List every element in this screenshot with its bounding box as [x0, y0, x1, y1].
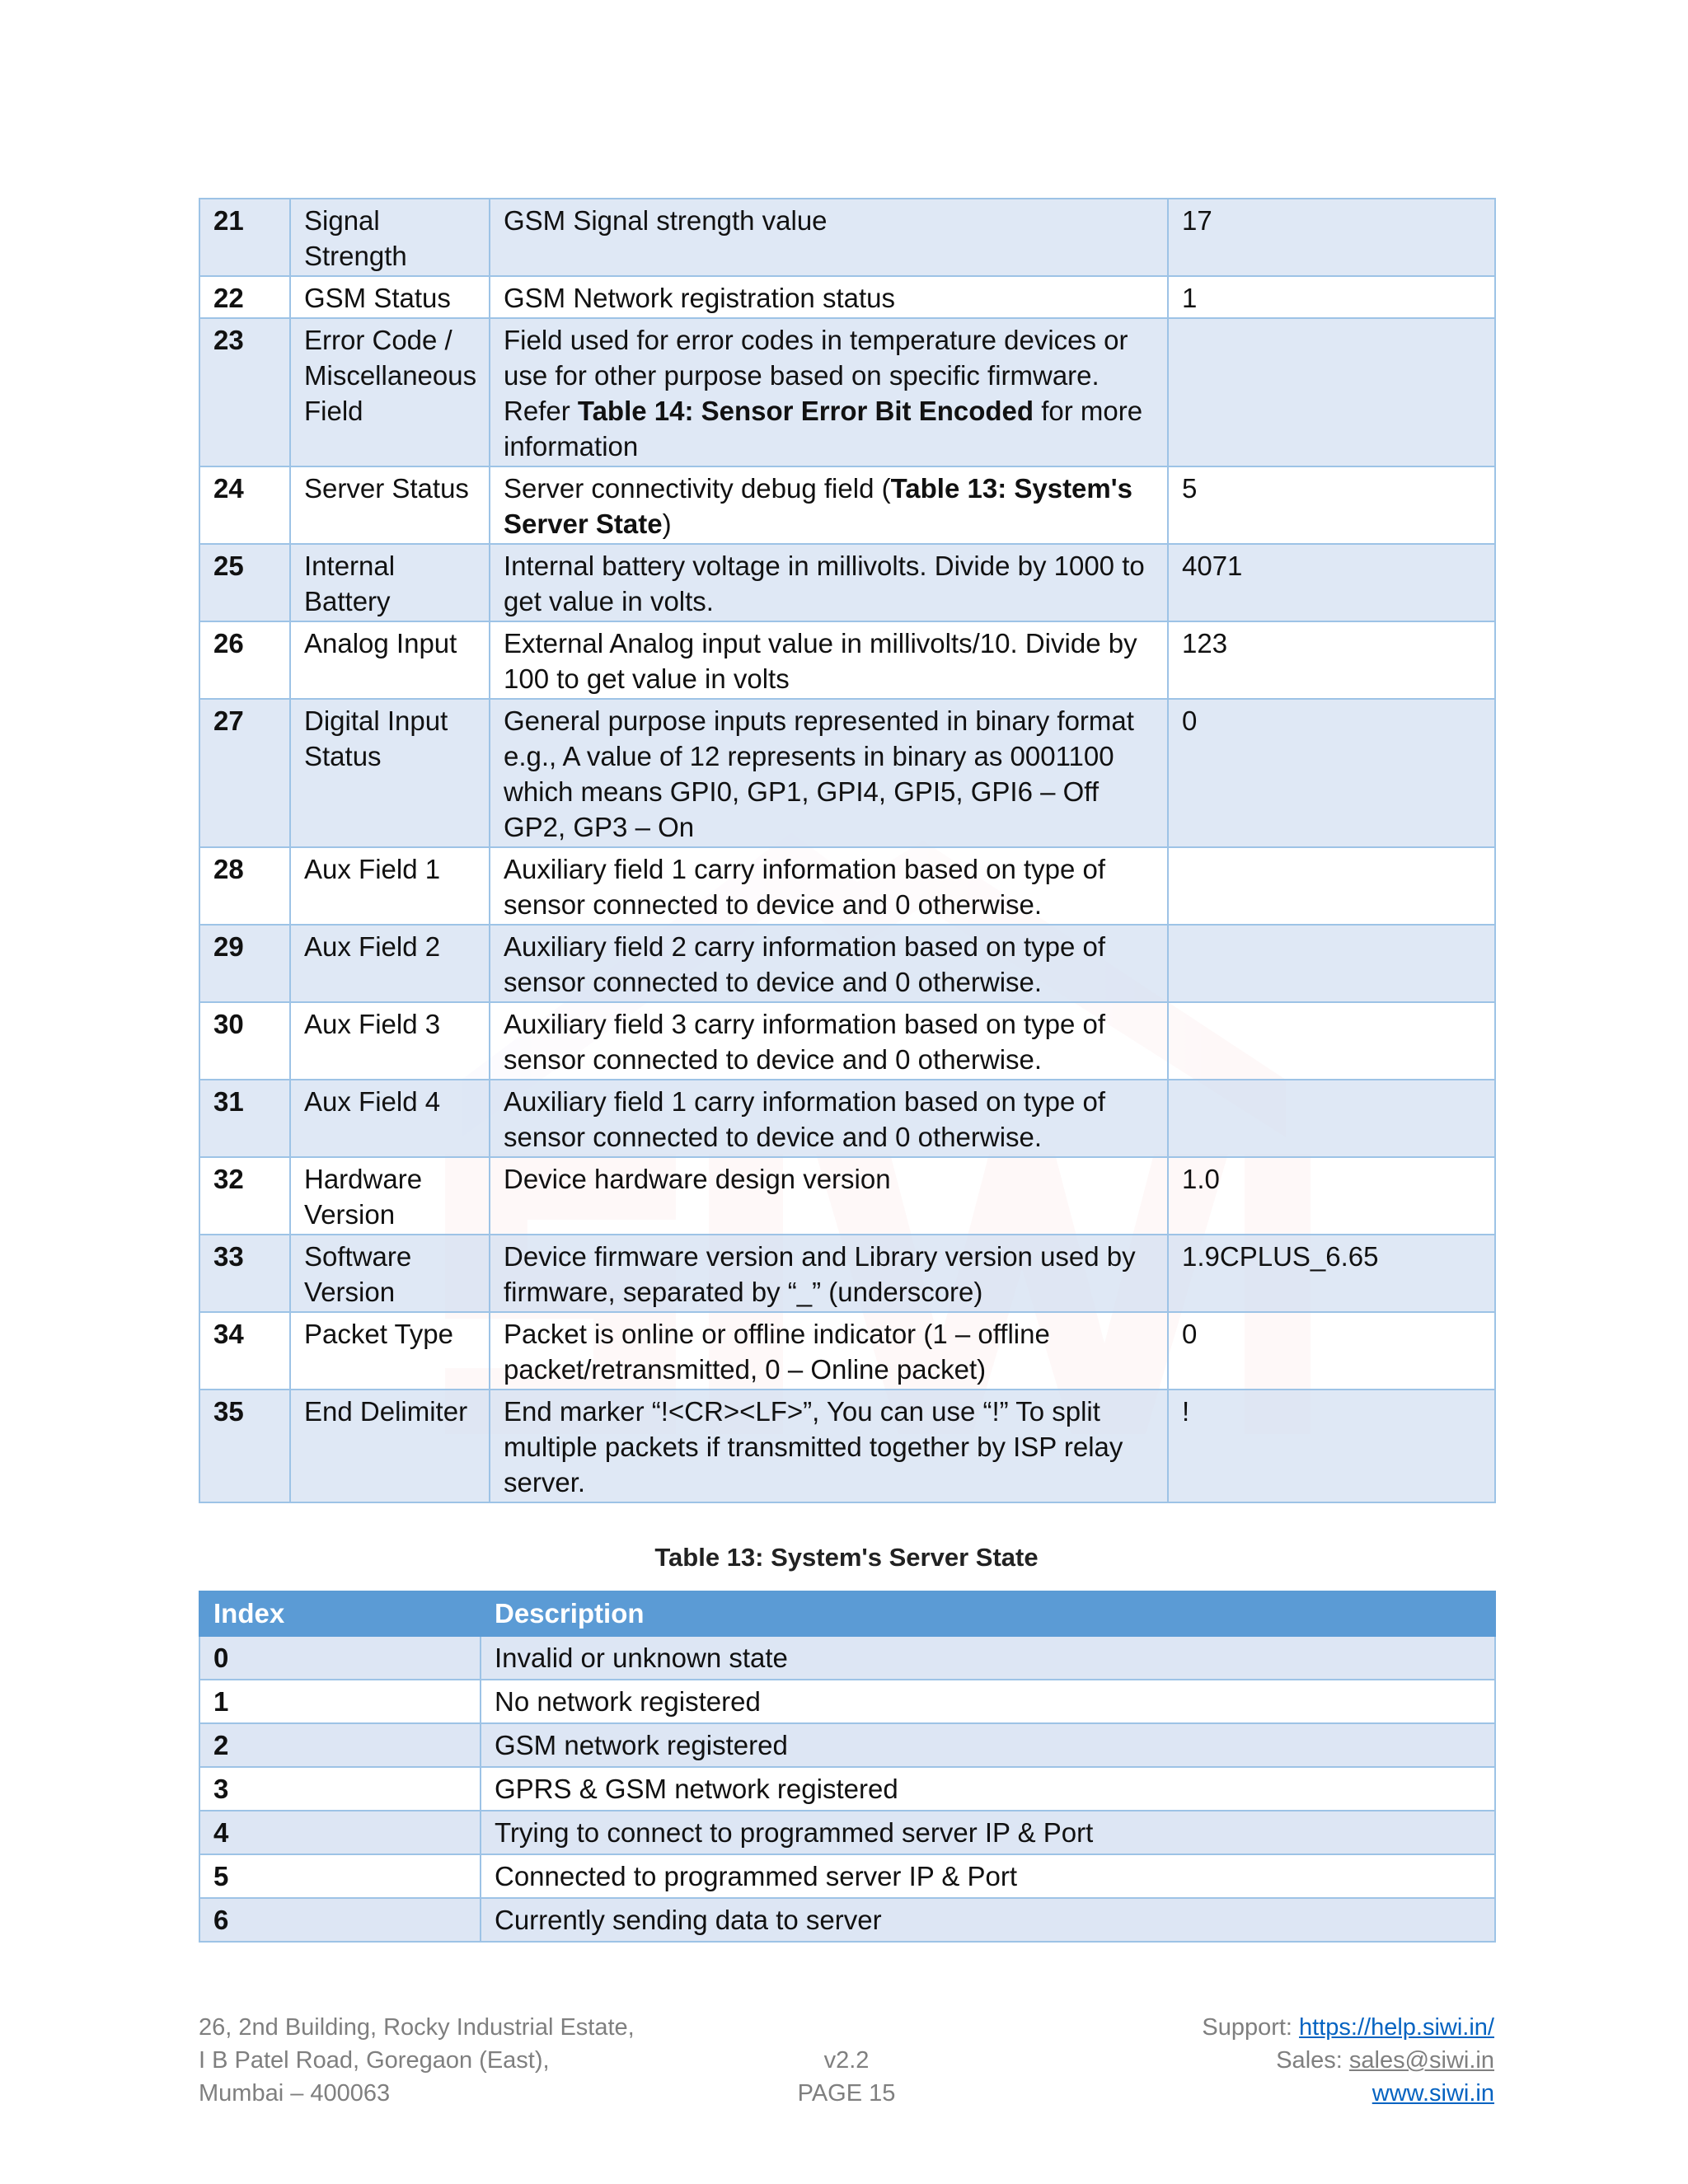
state-index: 1	[199, 1680, 481, 1723]
table-row	[199, 1390, 1495, 1502]
table-row	[199, 925, 1495, 1002]
field-example-value: !	[1168, 1390, 1495, 1502]
field-name: Analog Input	[290, 621, 490, 699]
table-row	[199, 1312, 1495, 1390]
description-text: GP2, GP3 – On	[504, 812, 695, 842]
field-example-value	[1168, 847, 1495, 925]
field-name: Packet Type	[290, 1312, 490, 1390]
server-state-table-body	[199, 1636, 1495, 1942]
state-description: GPRS & GSM network registered	[481, 1767, 1495, 1811]
field-number: 25	[199, 544, 290, 621]
description-text: Auxiliary field 1 carry information based on type of sensor connected to device and 0 otherwise.	[504, 1086, 1106, 1152]
state-description: Invalid or unknown state	[481, 1636, 1495, 1680]
field-number: 21	[199, 199, 290, 276]
table-row	[199, 1157, 1495, 1235]
field-description	[490, 199, 1168, 276]
state-index: 0	[199, 1636, 481, 1680]
state-description: No network registered	[481, 1680, 1495, 1723]
footer-page-info	[710, 2044, 983, 2110]
field-name: Server Status	[290, 466, 490, 544]
field-number: 26	[199, 621, 290, 699]
field-example-value: 4071	[1168, 544, 1495, 621]
field-example-value: 123	[1168, 621, 1495, 699]
footer-contacts	[1202, 2011, 1494, 2110]
field-name: GSM Status	[290, 276, 490, 318]
field-name: Aux Field 1	[290, 847, 490, 925]
field-name: End Delimiter	[290, 1390, 490, 1502]
field-name: Signal Strength	[290, 199, 490, 276]
description-text: Internal battery voltage in millivolts. Divide by 1000 to get value in volts.	[504, 551, 1145, 616]
field-name: Aux Field 2	[290, 925, 490, 1002]
field-description	[490, 621, 1168, 699]
field-number: 35	[199, 1390, 290, 1502]
table-row	[199, 466, 1495, 544]
field-description	[490, 466, 1168, 544]
table-reference: Table 14: Sensor Error Bit Encoded	[577, 396, 1034, 426]
sales-label: Sales:	[1276, 2047, 1349, 2074]
description-text: Field used for error codes in temperature devices or use for other purpose based on specific firmware. Refer	[504, 325, 1128, 426]
state-index: 4	[199, 1811, 481, 1854]
description-text: Server connectivity debug field (	[504, 473, 891, 504]
table-row	[199, 199, 1495, 276]
server-state-header-row	[199, 1591, 1495, 1636]
description-text: Packet is online or offline indicator (1 – offline packet/retransmitted, 0 – Online packet)	[504, 1319, 1050, 1385]
field-name: Hardware Version	[290, 1157, 490, 1235]
field-description	[490, 318, 1168, 466]
support-link[interactable]: https://help.siwi.in/	[1299, 2014, 1494, 2041]
state-description: Currently sending data to server	[481, 1898, 1495, 1942]
field-name: Digital Input Status	[290, 699, 490, 847]
field-example-value: 1.0	[1168, 1157, 1495, 1235]
state-index: 3	[199, 1767, 481, 1811]
field-description	[490, 699, 1168, 847]
header-description: Description	[481, 1591, 1495, 1636]
table-row	[199, 1767, 1495, 1811]
field-name: Software Version	[290, 1235, 490, 1312]
field-example-value: 5	[1168, 466, 1495, 544]
address-line: I B Patel Road, Goregaon (East),	[199, 2047, 550, 2074]
field-number: 32	[199, 1157, 290, 1235]
table-row	[199, 1811, 1495, 1854]
table-row	[199, 1854, 1495, 1898]
field-number: 23	[199, 318, 290, 466]
field-description	[490, 276, 1168, 318]
field-description	[490, 925, 1168, 1002]
field-number: 27	[199, 699, 290, 847]
field-description	[490, 1080, 1168, 1157]
table-row	[199, 1002, 1495, 1080]
table-row	[199, 276, 1495, 318]
table-row	[199, 318, 1495, 466]
table-row	[199, 1723, 1495, 1767]
website-link[interactable]: www.siwi.in	[1372, 2080, 1494, 2107]
address-line: Mumbai – 400063	[199, 2080, 391, 2107]
support-label: Support:	[1202, 2014, 1300, 2041]
field-description	[490, 544, 1168, 621]
table-reference: Table 13: System's Server State	[504, 473, 1132, 539]
description-text: Auxiliary field 1 carry information based on type of sensor connected to device and 0 otherwise.	[504, 854, 1106, 920]
state-index: 6	[199, 1898, 481, 1942]
field-example-value	[1168, 1002, 1495, 1080]
state-description: Trying to connect to programmed server IP & Port	[481, 1811, 1495, 1854]
field-number: 31	[199, 1080, 290, 1157]
field-name: Aux Field 4	[290, 1080, 490, 1157]
field-number: 34	[199, 1312, 290, 1390]
sales-email-link[interactable]: sales@siwi.in	[1348, 2047, 1494, 2074]
table-row	[199, 1235, 1495, 1312]
field-description	[490, 1157, 1168, 1235]
description-text: GSM Signal strength value	[504, 205, 828, 236]
description-text: External Analog input value in millivolts/10. Divide by 100 to get value in volts	[504, 628, 1137, 694]
field-example-value: 1.9CPLUS_6.65	[1168, 1235, 1495, 1312]
field-number: 30	[199, 1002, 290, 1080]
table-row	[199, 1080, 1495, 1157]
table-row	[199, 1898, 1495, 1942]
field-number: 28	[199, 847, 290, 925]
description-text: Device firmware version and Library version used by firmware, separated by “_” (underscore)	[504, 1241, 1136, 1307]
table-row	[199, 544, 1495, 621]
table-row	[199, 1636, 1495, 1680]
table-row	[199, 1680, 1495, 1723]
packet-fields-table	[199, 198, 1496, 1503]
description-text: General purpose inputs represented in binary format e.g., A value of 12 represents in binary as 0001100 which means GPI0, GP1, GPI4, GPI5, GPI6 – Off	[504, 705, 1134, 807]
field-example-value: 17	[1168, 199, 1495, 276]
website-line	[1202, 2077, 1494, 2110]
description-text: Auxiliary field 2 carry information based on type of sensor connected to device and 0 otherwise.	[504, 931, 1106, 997]
document-version: v2.2	[823, 2047, 870, 2074]
field-number: 29	[199, 925, 290, 1002]
field-description	[490, 847, 1168, 925]
field-name: Internal Battery	[290, 544, 490, 621]
description-text: Device hardware design version	[504, 1164, 891, 1194]
description-text: Auxiliary field 3 carry information based on type of sensor connected to device and 0 otherwise.	[504, 1009, 1106, 1075]
page-number: PAGE 15	[797, 2080, 896, 2107]
packet-fields-table-body	[199, 199, 1495, 1502]
field-example-value	[1168, 1080, 1495, 1157]
field-description	[490, 1235, 1168, 1312]
address-line: 26, 2nd Building, Rocky Industrial Estate,	[199, 2014, 635, 2041]
description-text: )	[662, 509, 672, 539]
table-row	[199, 621, 1495, 699]
state-description: GSM network registered	[481, 1723, 1495, 1767]
server-state-table	[199, 1591, 1496, 1943]
page-footer	[199, 2011, 1494, 2118]
state-description: Connected to programmed server IP & Port	[481, 1854, 1495, 1898]
table-row	[199, 699, 1495, 847]
sales-line	[1202, 2044, 1494, 2077]
field-number: 33	[199, 1235, 290, 1312]
field-description	[490, 1312, 1168, 1390]
header-index: Index	[199, 1591, 481, 1636]
field-example-value	[1168, 925, 1495, 1002]
description-text: for more information	[504, 396, 1143, 462]
field-description	[490, 1002, 1168, 1080]
field-name: Aux Field 3	[290, 1002, 490, 1080]
field-example-value: 1	[1168, 276, 1495, 318]
table-caption: Table 13: System's Server State	[654, 1543, 1039, 1572]
footer-address	[199, 2011, 635, 2110]
table-row	[199, 847, 1495, 925]
support-line	[1202, 2011, 1494, 2044]
field-number: 22	[199, 276, 290, 318]
field-description	[490, 1390, 1168, 1502]
field-name: Error Code / Miscellaneous Field	[290, 318, 490, 466]
description-text: GSM Network registration status	[504, 283, 895, 313]
field-example-value	[1168, 318, 1495, 466]
field-example-value: 0	[1168, 699, 1495, 847]
field-number: 24	[199, 466, 290, 544]
state-index: 2	[199, 1723, 481, 1767]
state-index: 5	[199, 1854, 481, 1898]
field-example-value: 0	[1168, 1312, 1495, 1390]
description-text: End marker “!<CR><LF>”, You can use “!” To split multiple packets if transmitted together by ISP relay server.	[504, 1396, 1123, 1497]
